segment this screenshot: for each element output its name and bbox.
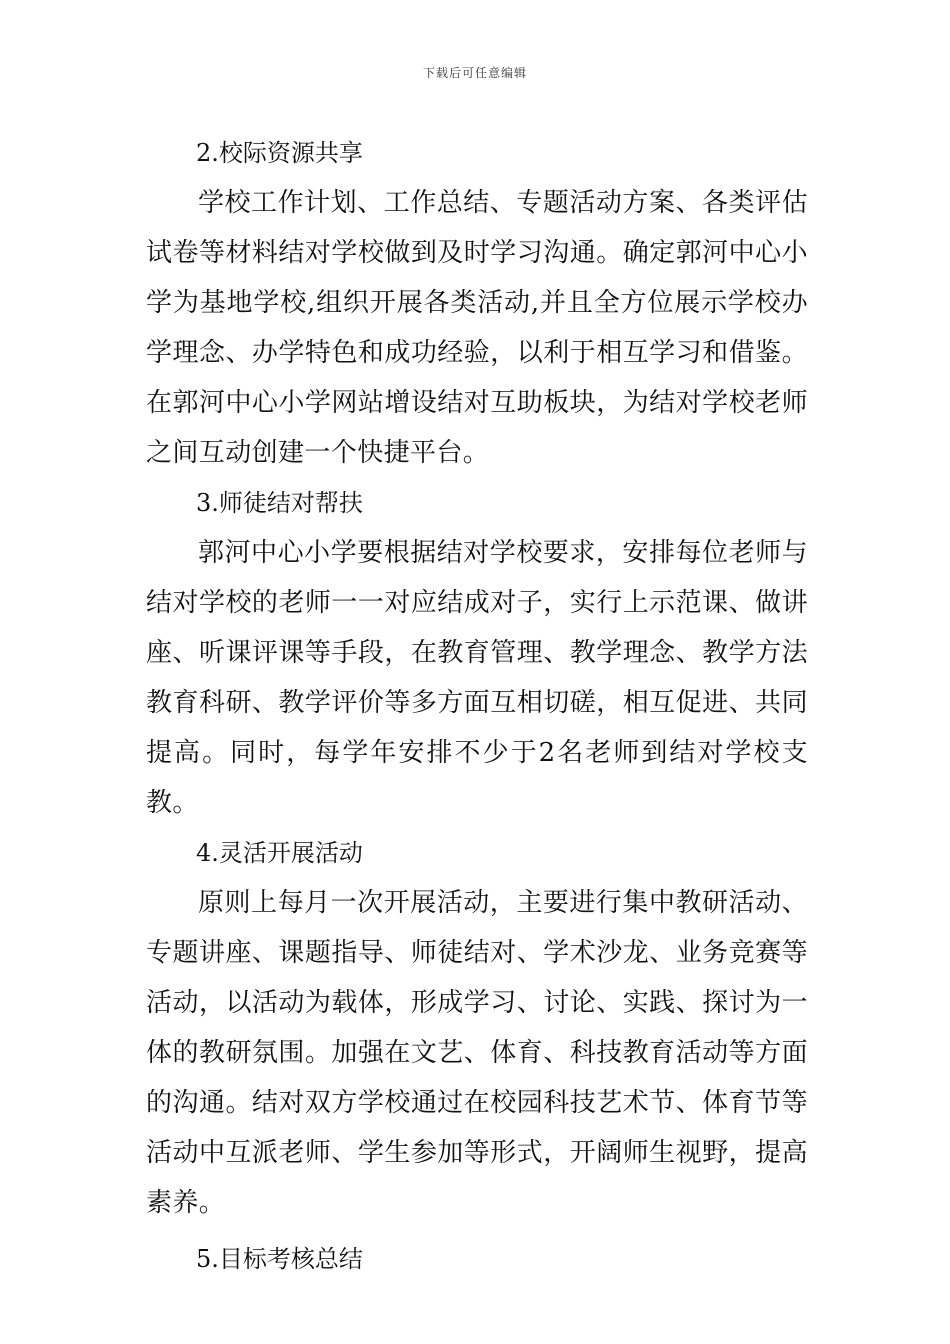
section-activities xyxy=(146,828,808,1228)
document-body xyxy=(146,128,808,1284)
section-paragraph: 学校工作计划、工作总结、专题活动方案、各类评估试卷等材料结对学校做到及时学习沟通。确定郭河中心小学为基地学校,组织开展各类活动,并且全方位展示学校办学理念、办学特色和成功经验，以利于相互学习和借鉴。在郭河中心小学网站增设结对互助板块，为结对学校老师之间互动创建一个快捷平台。 xyxy=(146,188,808,468)
page-header-watermark: 下载后可任意编辑 xyxy=(422,66,527,80)
section-assessment xyxy=(146,1234,808,1284)
section-mentor-pairing xyxy=(146,478,808,828)
section-heading: 4.灵活开展活动 xyxy=(196,839,363,867)
section-paragraph: 郭河中心小学要根据结对学校要求，安排每位老师与结对学校的老师一一对应结成对子，实行上示范课、做讲座、听课评课等手段，在教育管理、教学理念、教学方法教育科研、教学评价等多方面互相切磋，相互促进、共同提高。同时，每学年安排不少于2名老师到结对学校支教。 xyxy=(146,538,808,818)
section-heading: 2.校际资源共享 xyxy=(196,139,363,167)
section-heading: 5.目标考核总结 xyxy=(196,1245,363,1273)
section-resource-sharing xyxy=(146,128,808,478)
section-paragraph: 原则上每月一次开展活动，主要进行集中教研活动、专题讲座、课题指导、师徒结对、学术沙龙、业务竞赛等活动，以活动为载体，形成学习、讨论、实践、探讨为一体的教研氛围。加强在文艺、体育、科技教育活动等方面的沟通。结对双方学校通过在校园科技艺术节、体育节等活动中互派老师、学生参加等形式，开阔师生视野，提高素养。 xyxy=(146,888,808,1218)
section-heading: 3.师徒结对帮扶 xyxy=(196,489,363,517)
